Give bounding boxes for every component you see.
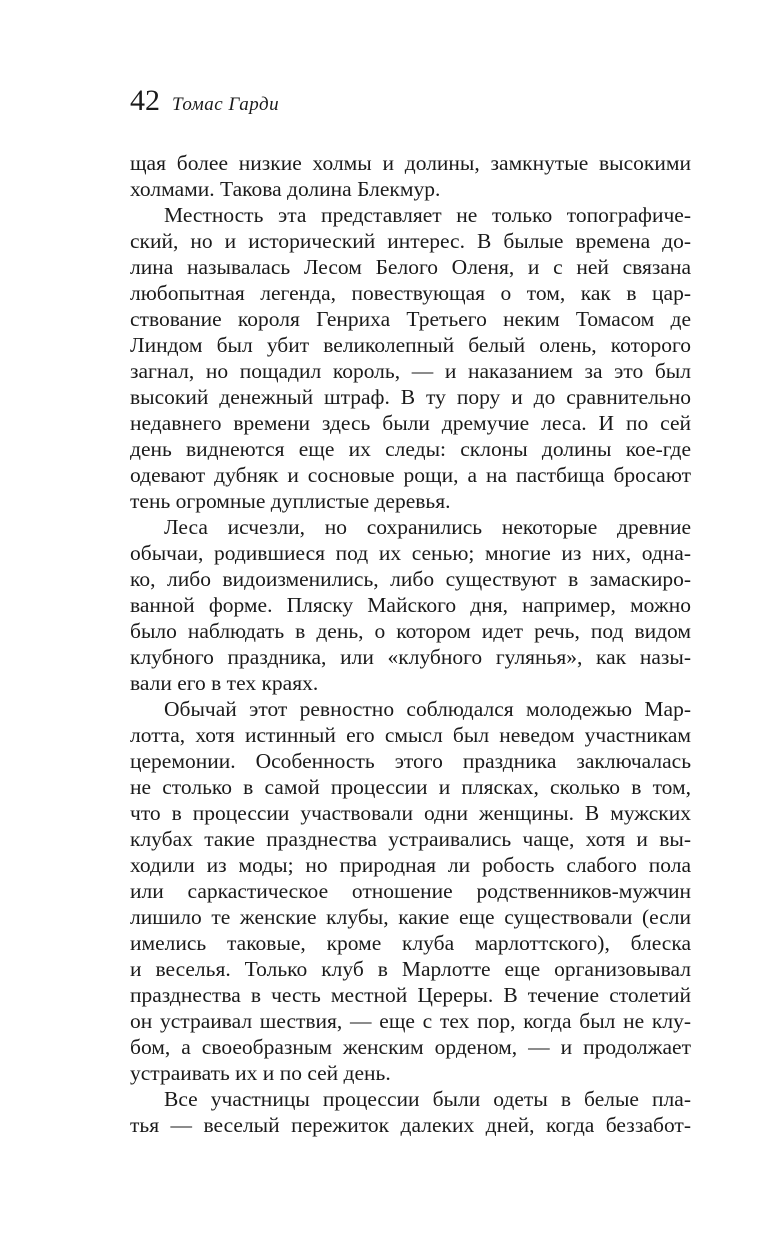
body-text bbox=[130, 150, 691, 1138]
paragraph bbox=[130, 202, 691, 514]
text-line: или саркастическое отношение родственников-мужчин bbox=[130, 879, 691, 903]
text-line: Обычай этот ревностно соблюдался молодежью Мар- bbox=[164, 697, 691, 721]
text-line: не столько в самой процессии и плясках, сколько в том, bbox=[130, 775, 691, 799]
text-line: ствование короля Генриха Третьего неким Томасом де bbox=[130, 307, 691, 331]
text-line: лишило те женские клубы, какие еще существовали (если bbox=[130, 905, 691, 929]
text-line: он устраивал шествия, — еще с тех пор, когда был не клу- bbox=[130, 1009, 691, 1033]
text-line: ский, но и исторический интерес. В былые времена до- bbox=[130, 229, 691, 253]
running-header bbox=[130, 86, 691, 126]
text-line: празднества в честь местной Цереры. В течение столетий bbox=[130, 983, 691, 1007]
text-line: церемонии. Особенность этого праздника заключалась bbox=[130, 749, 691, 773]
paragraph bbox=[130, 1086, 691, 1138]
text-line: высокий денежный штраф. В ту пору и до сравнительно bbox=[130, 385, 691, 409]
text-line: имелись таковые, кроме клуба марлоттского), блеска bbox=[130, 931, 691, 955]
text-line: одевают дубняк и сосновые рощи, а на пастбища бросают bbox=[130, 463, 691, 487]
text-line: ванной форме. Пляску Майского дня, например, можно bbox=[130, 593, 691, 617]
text-line: лина называлась Лесом Белого Оленя, и с ней связана bbox=[130, 255, 691, 279]
book-page bbox=[130, 86, 691, 1138]
text-line: загнал, но пощадил король, — и наказанием за это был bbox=[130, 359, 691, 383]
page-number: 42 bbox=[130, 84, 160, 117]
text-line: вали его в тех краях. bbox=[130, 671, 319, 695]
paragraph bbox=[130, 696, 691, 1086]
running-title: Томас Гарди bbox=[172, 94, 280, 115]
text-line: щая более низкие холмы и долины, замкнутые высокими bbox=[130, 151, 691, 175]
text-line: ходили из моды; но природная ли робость слабого пола bbox=[130, 853, 691, 877]
text-line: Местность эта представляет не только топографиче- bbox=[164, 203, 691, 227]
text-line: Линдом был убит великолепный белый олень, которого bbox=[130, 333, 691, 357]
text-line: ко, либо видоизменились, либо существуют в замаскиро- bbox=[130, 567, 691, 591]
text-line: тья — веселый пережиток далеких дней, когда беззабот- bbox=[130, 1113, 691, 1137]
text-line: любопытная легенда, повествующая о том, как в цар- bbox=[130, 281, 691, 305]
text-line: недавнего времени здесь были дремучие леса. И по сей bbox=[130, 411, 691, 435]
text-line: лотта, хотя истинный его смысл был неведом участникам bbox=[130, 723, 691, 747]
paragraph bbox=[130, 150, 691, 202]
text-line: устраивать их и по сей день. bbox=[130, 1061, 391, 1085]
text-line: бом, а своеобразным женским орденом, — и продолжает bbox=[130, 1035, 691, 1059]
text-line: день виднеются еще их следы: склоны долины кое-где bbox=[130, 437, 691, 461]
paragraph bbox=[130, 514, 691, 696]
text-line: клубах такие празднества устраивались чаще, хотя и вы- bbox=[130, 827, 691, 851]
text-line: клубного праздника, или «клубного гулянья», как назы- bbox=[130, 645, 691, 669]
text-line: тень огромные дуплистые деревья. bbox=[130, 489, 451, 513]
text-line: обычаи, родившиеся под их сенью; многие из них, одна- bbox=[130, 541, 691, 565]
text-line: Все участницы процессии были одеты в белые пла- bbox=[164, 1087, 691, 1111]
text-line: холмами. Такова долина Блекмур. bbox=[130, 177, 441, 201]
text-line: Леса исчезли, но сохранились некоторые древние bbox=[164, 515, 691, 539]
text-line: что в процессии участвовали одни женщины. В мужских bbox=[130, 801, 691, 825]
text-line: и веселья. Только клуб в Марлотте еще организовывал bbox=[130, 957, 691, 981]
text-line: было наблюдать в день, о котором идет речь, под видом bbox=[130, 619, 691, 643]
